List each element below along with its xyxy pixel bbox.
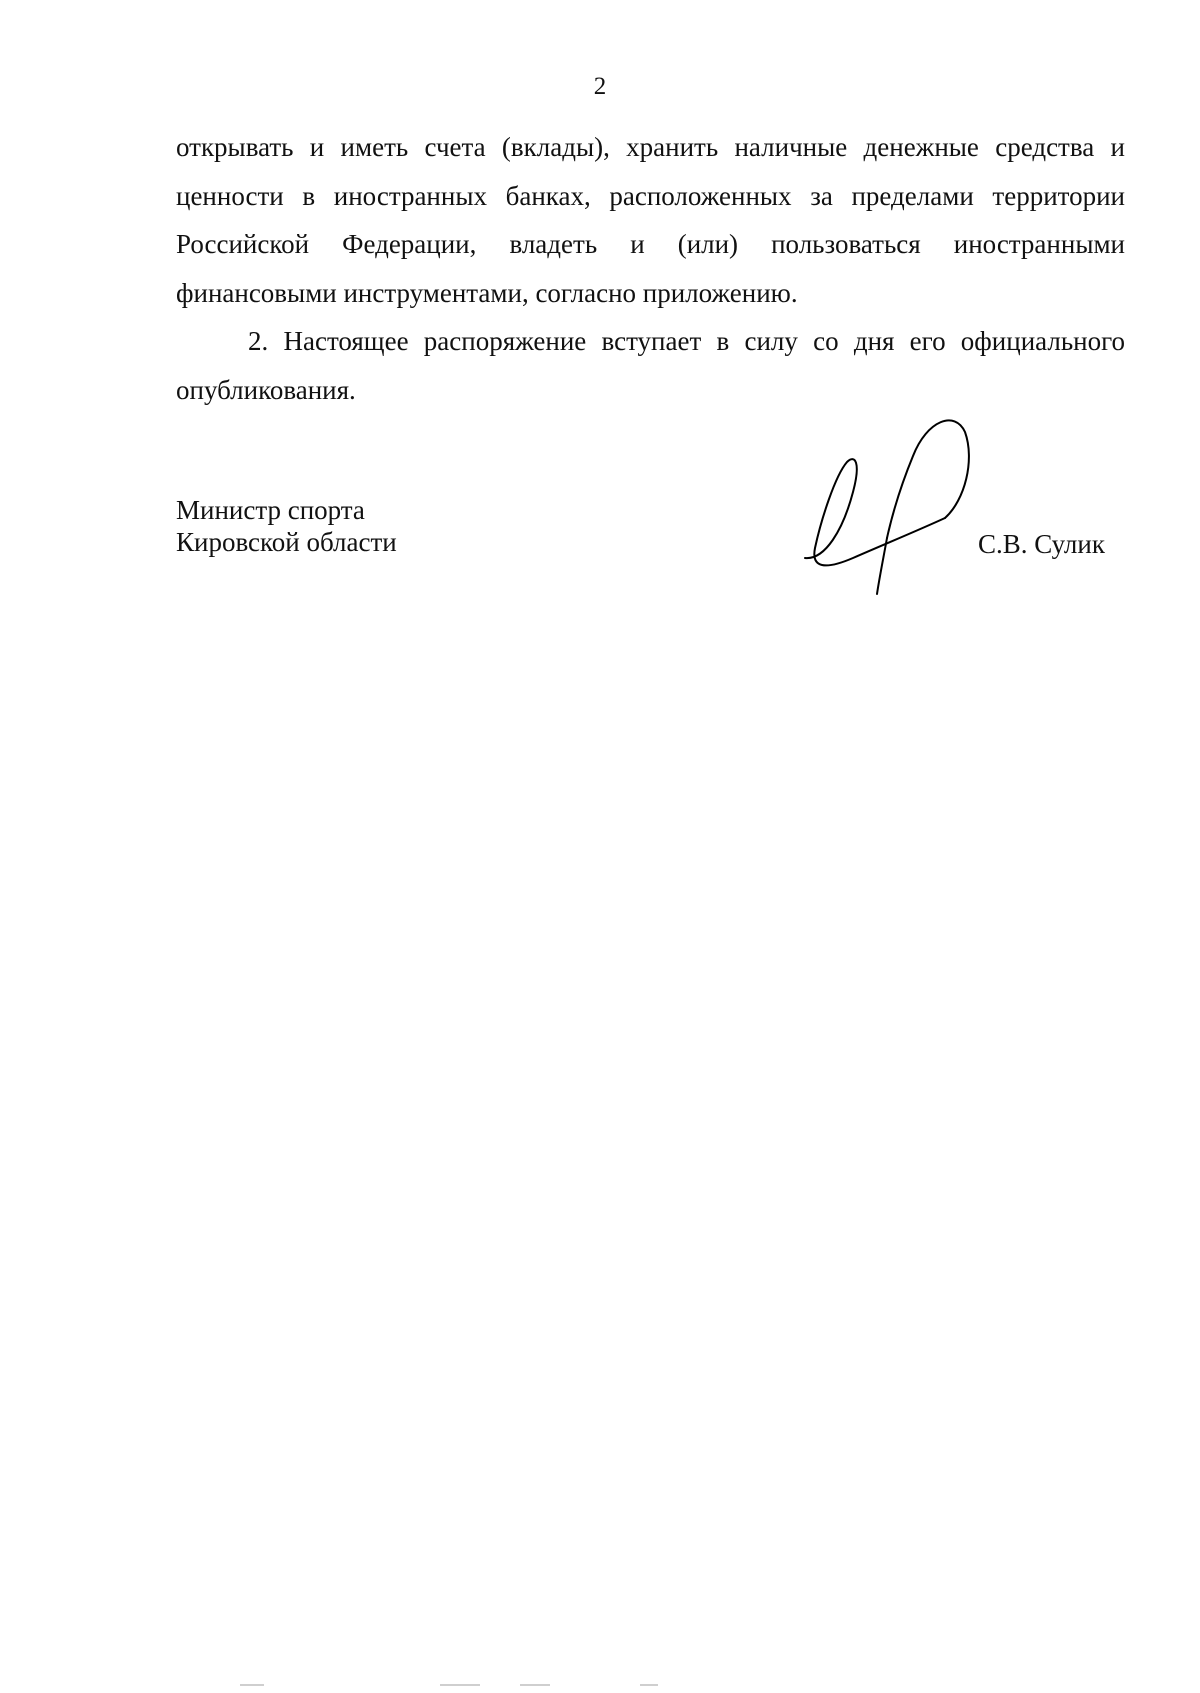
paragraph-effective-date: 2. Настоящее распоряжение вступает в силу со дня его официального опубликования.: [176, 326, 1125, 405]
scan-artifact-line: [240, 1684, 264, 1686]
signatory-position: [176, 494, 397, 558]
signer-name: С.В. Сулик: [978, 529, 1105, 559]
scan-artifact-line: [520, 1684, 550, 1686]
document-body: [176, 123, 1125, 414]
paragraph-continuation: открывать и иметь счета (вклады), хранить наличные денежные средства и ценности в иностранных банках, расположенных за пределами территории Российской Федерации, владеть и (или) пользоваться иностранными финансовыми инструментами, согласно приложению.: [176, 132, 1125, 308]
position-region: Кировской области: [176, 527, 397, 557]
page-number: 2: [593, 73, 607, 100]
scan-artifact-line: [440, 1684, 480, 1686]
scan-artifact-line: [640, 1684, 658, 1686]
position-title: Министр спорта: [176, 495, 365, 525]
handwritten-signature-icon: [795, 410, 995, 600]
